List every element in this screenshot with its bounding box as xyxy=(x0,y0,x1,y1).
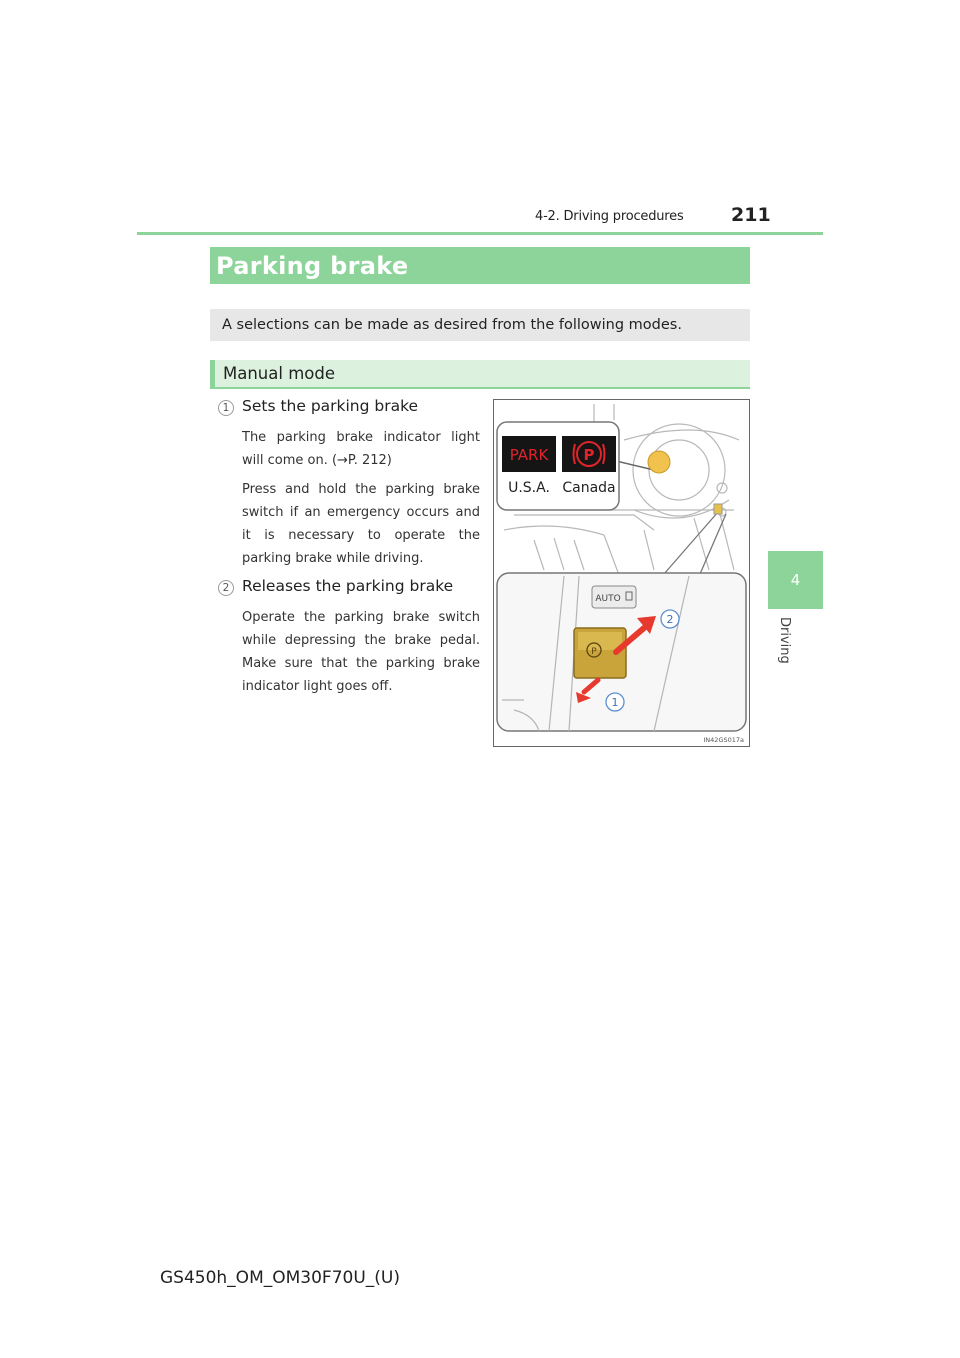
parking-brake-figure xyxy=(493,399,750,747)
header-divider xyxy=(137,232,823,235)
svg-text:2: 2 xyxy=(666,613,674,626)
step-paragraph: Press and hold the parking brake switch if an emergency occurs and it is necessary to operate the parking brake while driving. xyxy=(242,482,480,566)
intro-box xyxy=(210,309,750,341)
figure-code: IN42GS017a xyxy=(703,736,744,744)
park-indicator-text: PARK xyxy=(509,446,549,464)
page-title: Parking brake xyxy=(216,251,409,280)
indicator-location-icon xyxy=(648,451,670,473)
page-title-bar xyxy=(210,247,750,284)
step-title: Sets the parking brake xyxy=(242,397,419,415)
chapter-tab[interactable] xyxy=(768,551,823,609)
svg-text:P: P xyxy=(591,647,597,657)
step-paragraph: The parking brake indicator light will come on. (→P. 212) xyxy=(242,430,480,468)
section-title: 4-2. Driving procedures xyxy=(535,209,684,224)
step-number: 1 xyxy=(218,400,234,416)
step-body xyxy=(242,426,480,576)
usa-label: U.S.A. xyxy=(508,480,550,496)
intro-text: A selections can be made as desired from the following modes. xyxy=(222,317,682,333)
svg-text:1: 1 xyxy=(611,696,619,709)
auto-switch-text: AUTO xyxy=(595,594,621,604)
chapter-number: 4 xyxy=(790,571,801,589)
mode-heading: Manual mode xyxy=(223,364,335,383)
switch-location-icon xyxy=(714,504,722,514)
step-title: Releases the parking brake xyxy=(242,577,454,595)
chapter-label: Driving xyxy=(777,617,792,664)
canada-label: Canada xyxy=(562,480,616,496)
step-paragraph: Operate the parking brake switch while depressing the brake pedal. Make sure that the parking brake indicator light goes off. xyxy=(242,610,480,694)
p-indicator-text: P xyxy=(583,446,595,464)
step-number: 2 xyxy=(218,580,234,596)
document-code: GS450h_OM_OM30F70U_(U) xyxy=(160,1268,400,1288)
page-number: 211 xyxy=(731,204,771,226)
step-body xyxy=(242,606,480,704)
mode-heading-bar xyxy=(210,360,750,389)
dashboard-illustration xyxy=(494,400,749,746)
